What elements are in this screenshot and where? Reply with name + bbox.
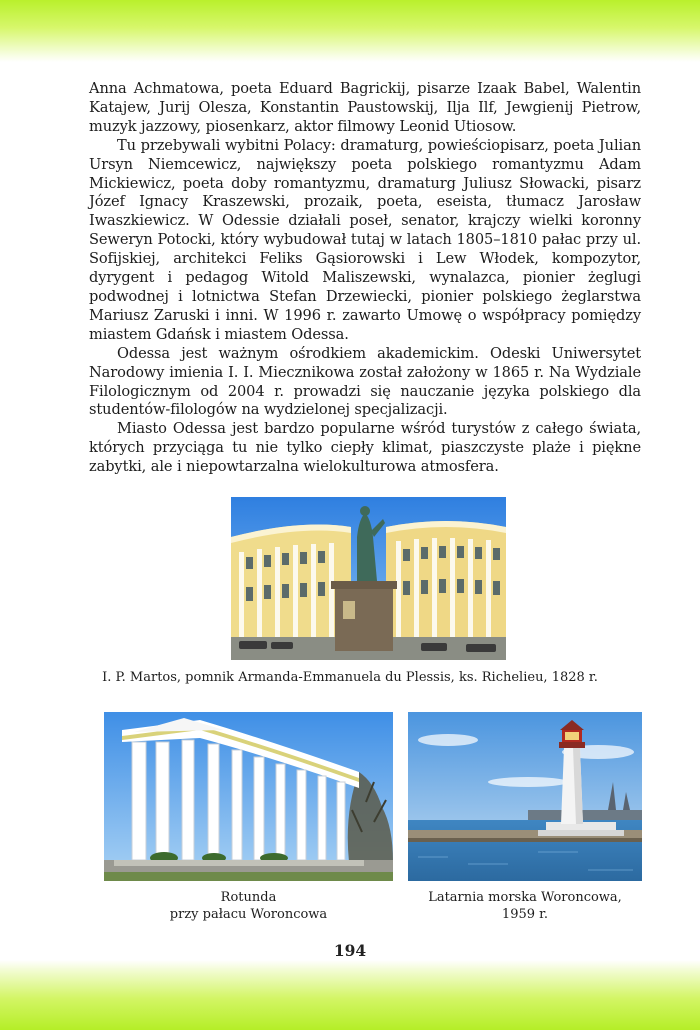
page-number: 194 <box>333 941 367 960</box>
rotunda-caption-line-2: przy pałacu Woroncowa <box>169 907 328 922</box>
rotunda-photo <box>104 712 393 881</box>
lighthouse-caption-line-1: Latarnia morska Woroncowa, <box>428 890 622 905</box>
bottom-decorative-band <box>0 960 700 1030</box>
rotunda-caption-line-1: Rotunda <box>220 890 277 905</box>
paragraph-1: Anna Achmatowa, poeta Eduard Bagrickij, pisarze Izaak Babel, Walentin Katajew, Jurij Olesza, Konstantin Paustowskij, Ilja Ilf, Jewgienij Pietrow, muzyk jazzowy, piosenkarz, aktor filmowy Leonid Utiosow. <box>89 80 641 135</box>
lighthouse-photo <box>408 712 642 881</box>
lighthouse-caption <box>408 889 642 923</box>
paragraph-2: Tu przebywali wybitni Polacy: dramaturg, powieściopisarz, poeta Julian Ursyn Niemcewicz, największy poeta polskiego romantyzmu Adam Mickiewicz, poeta doby romantyzmu, dramaturg Juliusz Słowacki, pisarz Józef Ignacy Kraszewski, prozaik, poeta, eseista, tłumacz Jarosław Iwaszkiewicz. W Odessie działali poseł, senator, krajczy wielki koronny Seweryn Potocki, który wybudował tutaj w latach 1805–1810 pałac przy ul. Sofijskiej, architekci Feliks Gąsiorowski i Lew Włodek, kompozytor, dyrygent i pedagog Witold Maliszewski, wynalazca, pionier żeglugi podwodnej i lotnictwa Stefan Drzewiecki, pionier polskiego żeglarstwa Mariusz Zaruski i inni. W 1996 r. zawarto Umowę o współpracy pomiędzy miastem Gdańsk i miastem Odessa. <box>89 136 641 343</box>
top-decorative-band <box>0 0 700 62</box>
main-text <box>89 80 641 477</box>
rotunda-caption <box>104 889 393 923</box>
paragraph-3: Odessa jest ważnym ośrodkiem akademickim. Odeski Uniwersytet Narodowy imienia I. I. Miecznikowa został założony w 1865 r. Na Wydziale Filologicznym od 2004 r. prowadzi się nauczanie języka polskiego dla studentów-filologów na wydzielonej specjalizacji. <box>89 344 641 419</box>
lighthouse-caption-line-2: 1959 r. <box>501 907 549 922</box>
monument-photo <box>231 497 506 660</box>
monument-caption: I. P. Martos, pomnik Armanda-Emmanuela du Plessis, ks. Richelieu, 1828 r. <box>102 670 598 685</box>
paragraph-4: Miasto Odessa jest bardzo popularne wśród turystów z całego świata, których przyciąga tu nie tylko ciepły klimat, piaszczyste plaże i piękne zabytki, ale i niepowtarzalna wielokulturowa atmosfera. <box>89 420 641 476</box>
